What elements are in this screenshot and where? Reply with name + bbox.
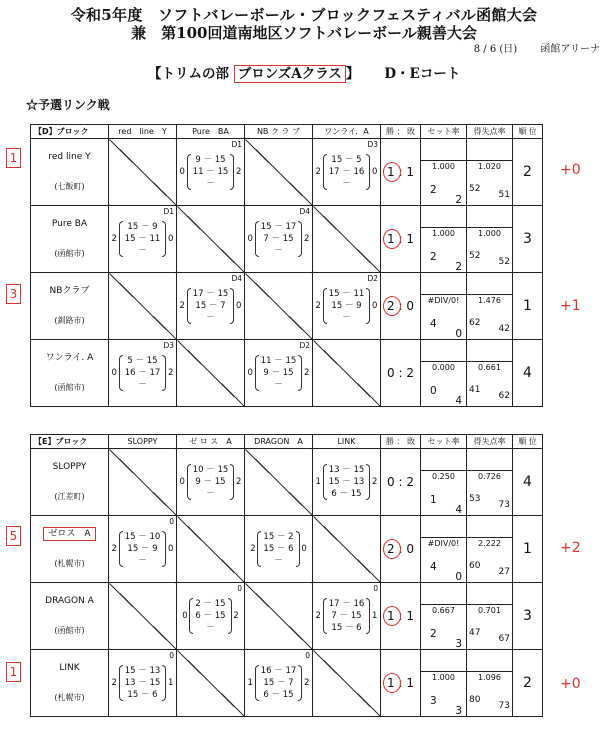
hand-points: +0 — [560, 676, 581, 692]
set-score: 7 － 15 — [263, 234, 294, 244]
empty-cell — [177, 516, 245, 583]
set-rate: #DIV/0! — [421, 294, 466, 306]
set-score: 15 － 9 — [331, 301, 362, 311]
win-loss: 2 : 0 — [381, 516, 421, 583]
sets-won-right: 1 — [372, 611, 378, 621]
empty-cell — [109, 449, 177, 516]
table-row — [31, 516, 543, 583]
team-city: (釧路市) — [54, 316, 85, 325]
match-score — [109, 516, 177, 583]
team-cell — [31, 650, 109, 717]
match-score — [109, 206, 177, 273]
set-score: － — [274, 556, 283, 566]
empty-cell — [109, 583, 177, 650]
set-score: － — [206, 623, 215, 633]
team-city: (函館市) — [54, 626, 85, 635]
sets-won-right: 2 — [236, 477, 242, 487]
column-header-team: LINK — [313, 435, 381, 449]
set-score: 15 － 10 — [124, 532, 161, 542]
sets-won-right: 0 — [372, 301, 378, 311]
court-tag: D3 — [163, 341, 174, 350]
sets-won-left: 2 — [315, 301, 321, 311]
win-loss: 0 : 2 — [381, 340, 421, 407]
points-for: 47 — [469, 628, 481, 638]
hand-points: +2 — [560, 540, 581, 556]
sets-lost: 0 — [455, 328, 462, 340]
set-score: － — [138, 380, 147, 390]
sets-won-right: 2 — [168, 368, 174, 378]
empty-cell — [313, 650, 381, 717]
team-cell — [31, 449, 109, 516]
column-header-pointrate: 得失点率 — [467, 125, 513, 139]
set-score: 7 － 15 — [331, 611, 362, 621]
column-header-team: DRAGON A — [245, 435, 313, 449]
column-header-team: NB ク ラ ブ — [245, 125, 313, 139]
sets-won-left: 0 — [247, 368, 253, 378]
court-tag: D1 — [231, 140, 242, 149]
set-score: 9 － 15 — [195, 477, 226, 487]
set-score: 17 － 15 — [192, 289, 229, 299]
match-score — [313, 583, 381, 650]
hand-circle — [383, 606, 401, 626]
points-against: 67 — [498, 634, 510, 644]
set-rate: 0.667 — [421, 604, 466, 616]
set-score: － — [138, 246, 147, 256]
set-score: － — [342, 313, 351, 323]
empty-cell — [177, 206, 245, 273]
set-score: 15 － 6 — [263, 544, 294, 554]
points-against: 42 — [498, 324, 510, 334]
sets-won-right: 2 — [233, 611, 239, 621]
block-label: 【D】ブロック — [31, 125, 109, 139]
set-score: 15 － 13 — [124, 666, 161, 676]
empty-cell — [313, 340, 381, 407]
set-score: 15 － 7 — [263, 678, 294, 688]
set-score: 6 － 15 — [263, 690, 294, 700]
date: 8 / 6 (日) — [473, 44, 518, 55]
column-header-rank: 順 位 — [513, 435, 543, 449]
match-score — [245, 516, 313, 583]
set-score: 9 － 15 — [195, 155, 226, 165]
points-for: 80 — [469, 695, 481, 705]
set-score: 15 － 17 — [260, 222, 297, 232]
set-score: 17 － 16 — [328, 599, 365, 609]
sets-won-left: 2 — [111, 544, 117, 554]
hand-circle — [383, 539, 401, 559]
set-rate: 1.000 — [421, 227, 466, 239]
points-against: 62 — [498, 391, 510, 401]
set-score: － — [206, 313, 215, 323]
losses: 1 — [406, 165, 414, 179]
hand-mark-box: 5 — [6, 526, 21, 546]
sets-won: 2 — [430, 251, 437, 263]
court-tag: 0 — [305, 651, 310, 660]
column-header-team: Pure BA — [177, 125, 245, 139]
set-score: 6 － 15 — [331, 489, 362, 499]
points-for: 41 — [469, 385, 481, 395]
block-label: 【E】ブロック — [31, 435, 109, 449]
win-loss: 1 : 1 — [381, 139, 421, 206]
empty-cell — [109, 273, 177, 340]
division-line — [148, 62, 460, 82]
set-score: 15 － 9 — [127, 222, 158, 232]
team-city: (函館市) — [54, 249, 85, 258]
set-score: 15 － 7 — [195, 301, 226, 311]
table-row — [31, 449, 543, 516]
match-score — [109, 650, 177, 717]
set-score: 13 － 15 — [124, 678, 161, 688]
table-row — [31, 340, 543, 407]
team-city: (札幌市) — [54, 693, 85, 702]
set-score: 11 － 15 — [192, 167, 229, 177]
set-score: 10 － 15 — [192, 465, 229, 475]
column-header-team: ワンライ．A — [313, 125, 381, 139]
sets-won-right: 0 — [168, 234, 174, 244]
points-against: 51 — [498, 190, 510, 200]
court-tag: D2 — [299, 341, 310, 350]
points-against: 73 — [498, 701, 510, 711]
set-score: 9 － 15 — [263, 368, 294, 378]
court-tag: D1 — [163, 207, 174, 216]
set-score: － — [274, 246, 283, 256]
venue: 函館アリーナ — [540, 44, 600, 55]
rank: 2 — [513, 650, 543, 717]
team-name: red line Y — [48, 152, 91, 162]
point-rate-cell — [467, 516, 513, 583]
match-score — [245, 650, 313, 717]
match-score — [109, 340, 177, 407]
hand-mark-box: 1 — [6, 148, 21, 168]
block-table-1 — [30, 434, 543, 717]
sets-won-left: 0 — [179, 477, 185, 487]
hand-mark-box: 1 — [6, 662, 21, 682]
sets-won: 4 — [430, 318, 437, 330]
win-loss: 1 : 1 — [381, 206, 421, 273]
sets-won-right: 2 — [372, 477, 378, 487]
set-score: 17 － 16 — [328, 167, 365, 177]
win-loss: 1 : 1 — [381, 650, 421, 717]
column-header-team: ゼ ロ ス A — [177, 435, 245, 449]
point-rate: 0.661 — [467, 361, 512, 373]
sets-lost: 0 — [455, 571, 462, 583]
set-rate: #DIV/0! — [421, 537, 466, 549]
set-rate-cell — [421, 139, 467, 206]
sets-won: 2 — [430, 184, 437, 196]
match-score — [177, 139, 245, 206]
title-line-2: 兼 第100回道南地区ソフトバレーボール親善大会 — [131, 24, 477, 42]
set-rate: 1.000 — [421, 160, 466, 172]
court-tag: D3 — [367, 140, 378, 149]
point-rate: 0.701 — [467, 604, 512, 616]
column-header-rank: 順 位 — [513, 125, 543, 139]
empty-cell — [313, 516, 381, 583]
column-header-winloss: 勝 ： 敗 — [381, 125, 421, 139]
point-rate: 0.726 — [467, 470, 512, 482]
division-prefix: 【トリムの部 — [148, 66, 229, 82]
team-cell — [31, 340, 109, 407]
wins: 2 — [387, 299, 395, 313]
rank: 1 — [513, 273, 543, 340]
team-name: DRAGON A — [45, 596, 94, 606]
column-header-setrate: セット率 — [421, 125, 467, 139]
empty-cell — [245, 273, 313, 340]
point-rate-cell — [467, 583, 513, 650]
team-cell — [31, 139, 109, 206]
points-for: 53 — [469, 494, 481, 504]
sets-won-left: 0 — [247, 234, 253, 244]
sets-won-left: 2 — [111, 234, 117, 244]
empty-cell — [245, 449, 313, 516]
point-rate-cell — [467, 139, 513, 206]
team-name: ワンライ. A — [45, 353, 94, 363]
set-score: 16 － 17 — [124, 368, 161, 378]
point-rate: 1.000 — [467, 227, 512, 239]
sets-won: 1 — [430, 494, 437, 506]
set-rate-cell — [421, 516, 467, 583]
court-tag: 0 — [373, 584, 378, 593]
sets-lost: 4 — [455, 504, 462, 516]
sets-won-left: 0 — [111, 368, 117, 378]
rank: 3 — [513, 583, 543, 650]
division-class: ブロンズAクラス — [234, 65, 346, 83]
empty-cell — [109, 139, 177, 206]
rank: 3 — [513, 206, 543, 273]
losses: 1 — [406, 676, 414, 690]
sets-won: 2 — [430, 628, 437, 640]
sets-won: 4 — [430, 561, 437, 573]
set-score: － — [342, 179, 351, 189]
sets-lost: 3 — [455, 705, 462, 717]
points-against: 27 — [498, 567, 510, 577]
sets-won-left: 2 — [315, 611, 321, 621]
column-header-team: SLOPPY — [109, 435, 177, 449]
date-venue-line — [0, 40, 600, 55]
set-score: 15 － 11 — [124, 234, 161, 244]
set-rate-cell — [421, 583, 467, 650]
set-rate-cell — [421, 340, 467, 407]
team-cell — [31, 516, 109, 583]
match-score — [177, 273, 245, 340]
column-header-team: red line Y — [109, 125, 177, 139]
losses: 2 — [406, 366, 414, 380]
court-tag: D2 — [367, 274, 378, 283]
court-tag: 0 — [237, 584, 242, 593]
point-rate-cell — [467, 449, 513, 516]
set-rate-cell — [421, 650, 467, 717]
set-rate: 0.250 — [421, 470, 466, 482]
wins: 0 — [387, 475, 395, 489]
losses: 0 — [406, 542, 414, 556]
win-loss: 0 : 2 — [381, 449, 421, 516]
wins: 1 — [387, 609, 395, 623]
column-header-setrate: セット率 — [421, 435, 467, 449]
sets-won-left: 2 — [179, 301, 185, 311]
hand-points: +0 — [560, 162, 581, 178]
set-score: 15 － 13 — [328, 477, 365, 487]
match-score — [177, 449, 245, 516]
match-score — [177, 583, 245, 650]
team-cell — [31, 583, 109, 650]
points-for: 52 — [469, 251, 481, 261]
rank: 2 — [513, 139, 543, 206]
wins: 1 — [387, 165, 395, 179]
point-rate-cell — [467, 273, 513, 340]
set-score: 13 － 15 — [328, 465, 365, 475]
points-for: 62 — [469, 318, 481, 328]
sets-won-right: 2 — [304, 234, 310, 244]
sets-won-left: 0 — [182, 611, 188, 621]
set-rate-cell — [421, 206, 467, 273]
set-score: 15 － 6 — [331, 623, 362, 633]
set-score: 5 － 15 — [127, 356, 158, 366]
court-tag: 0 — [169, 517, 174, 526]
wins: 2 — [387, 542, 395, 556]
empty-cell — [245, 583, 313, 650]
set-score: 2 － 15 — [195, 599, 226, 609]
sets-won-left: 2 — [111, 678, 117, 688]
table-row — [31, 583, 543, 650]
team-name: ゼロス A — [43, 527, 95, 541]
hand-circle — [383, 673, 401, 693]
set-score: 15 － 9 — [127, 544, 158, 554]
team-cell — [31, 206, 109, 273]
sets-won-left: 2 — [315, 167, 321, 177]
point-rate-cell — [467, 340, 513, 407]
set-score: 15 － 6 — [127, 690, 158, 700]
points-for: 52 — [469, 184, 481, 194]
sets-lost: 3 — [455, 638, 462, 650]
win-loss: 2 : 0 — [381, 273, 421, 340]
sets-won: 3 — [430, 695, 437, 707]
point-rate-cell — [467, 650, 513, 717]
empty-cell — [245, 139, 313, 206]
court-tag: 0 — [169, 651, 174, 660]
set-score: － — [274, 380, 283, 390]
point-rate: 1.476 — [467, 294, 512, 306]
table-row — [31, 206, 543, 273]
table-row — [31, 139, 543, 206]
set-rate: 1.000 — [421, 671, 466, 683]
points-for: 60 — [469, 561, 481, 571]
set-score: － — [206, 179, 215, 189]
hand-circle — [383, 162, 401, 182]
court-label: D・Eコート — [384, 66, 461, 82]
sets-won-right: 2 — [304, 678, 310, 688]
hand-points: +1 — [560, 298, 581, 314]
points-against: 73 — [498, 500, 510, 510]
court-tag: D4 — [231, 274, 242, 283]
wins: 1 — [387, 676, 395, 690]
set-score: 15 － 11 — [328, 289, 365, 299]
column-header-pointrate: 得失点率 — [467, 435, 513, 449]
sets-lost: 4 — [455, 395, 462, 407]
table-row — [31, 650, 543, 717]
team-city: (函館市) — [54, 383, 85, 392]
title-line-1: 令和5年度 ソフトバレーボール・ブロックフェスティバル函館大会 — [70, 6, 538, 24]
match-score — [313, 273, 381, 340]
empty-cell — [313, 206, 381, 273]
rank: 1 — [513, 516, 543, 583]
team-city: (七飯町) — [54, 182, 85, 191]
point-rate: 1.020 — [467, 160, 512, 172]
table-row — [31, 273, 543, 340]
sets-lost: 2 — [455, 194, 462, 206]
sets-won-right: 1 — [168, 678, 174, 688]
set-score: － — [206, 489, 215, 499]
losses: 1 — [406, 232, 414, 246]
team-cell — [31, 273, 109, 340]
sets-won-left: 0 — [179, 167, 185, 177]
team-name: LINK — [59, 663, 80, 673]
subtitle: ☆予選リンク戦 — [26, 98, 110, 112]
match-score — [313, 449, 381, 516]
sets-won-right: 0 — [168, 544, 174, 554]
hand-circle — [383, 296, 401, 316]
team-name: SLOPPY — [52, 462, 87, 472]
losses: 1 — [406, 609, 414, 623]
set-rate: 0.000 — [421, 361, 466, 373]
set-score: － — [138, 556, 147, 566]
point-rate-cell — [467, 206, 513, 273]
sets-won-right: 0 — [301, 544, 307, 554]
match-score — [313, 139, 381, 206]
sets-won-left: 1 — [315, 477, 321, 487]
court-tag: D4 — [299, 207, 310, 216]
points-against: 52 — [498, 257, 510, 267]
sets-won-right: 2 — [304, 368, 310, 378]
point-rate: 1.096 — [467, 671, 512, 683]
set-score: 6 － 15 — [195, 611, 226, 621]
hand-circle — [383, 229, 401, 249]
point-rate: 2.222 — [467, 537, 512, 549]
sets-won-right: 0 — [372, 167, 378, 177]
set-score: 15 － 5 — [331, 155, 362, 165]
sets-won: 0 — [430, 385, 437, 397]
set-score: 16 － 17 — [260, 666, 297, 676]
column-header-winloss: 勝 ： 敗 — [381, 435, 421, 449]
hand-mark-box: 3 — [6, 284, 21, 304]
match-score — [245, 206, 313, 273]
set-rate-cell — [421, 449, 467, 516]
sets-won-left: 1 — [247, 678, 253, 688]
empty-cell — [177, 650, 245, 717]
match-score — [245, 340, 313, 407]
win-loss: 1 : 1 — [381, 583, 421, 650]
sets-won-right: 0 — [236, 301, 242, 311]
block-table-0 — [30, 124, 543, 407]
team-city: (札幌市) — [54, 559, 85, 568]
rank: 4 — [513, 449, 543, 516]
set-score: 15 － 2 — [263, 532, 294, 542]
empty-cell — [177, 340, 245, 407]
division-suffix: 】 — [345, 66, 353, 82]
sets-lost: 2 — [455, 261, 462, 273]
wins: 0 — [387, 366, 395, 380]
losses: 0 — [406, 299, 414, 313]
losses: 2 — [406, 475, 414, 489]
rank: 4 — [513, 340, 543, 407]
team-city: (江差町) — [54, 492, 85, 501]
team-name: Pure BA — [51, 219, 88, 229]
sets-won-right: 2 — [236, 167, 242, 177]
set-score: 11 － 15 — [260, 356, 297, 366]
set-rate-cell — [421, 273, 467, 340]
wins: 1 — [387, 232, 395, 246]
team-name: NBクラブ — [49, 286, 90, 296]
sets-won-left: 2 — [250, 544, 256, 554]
